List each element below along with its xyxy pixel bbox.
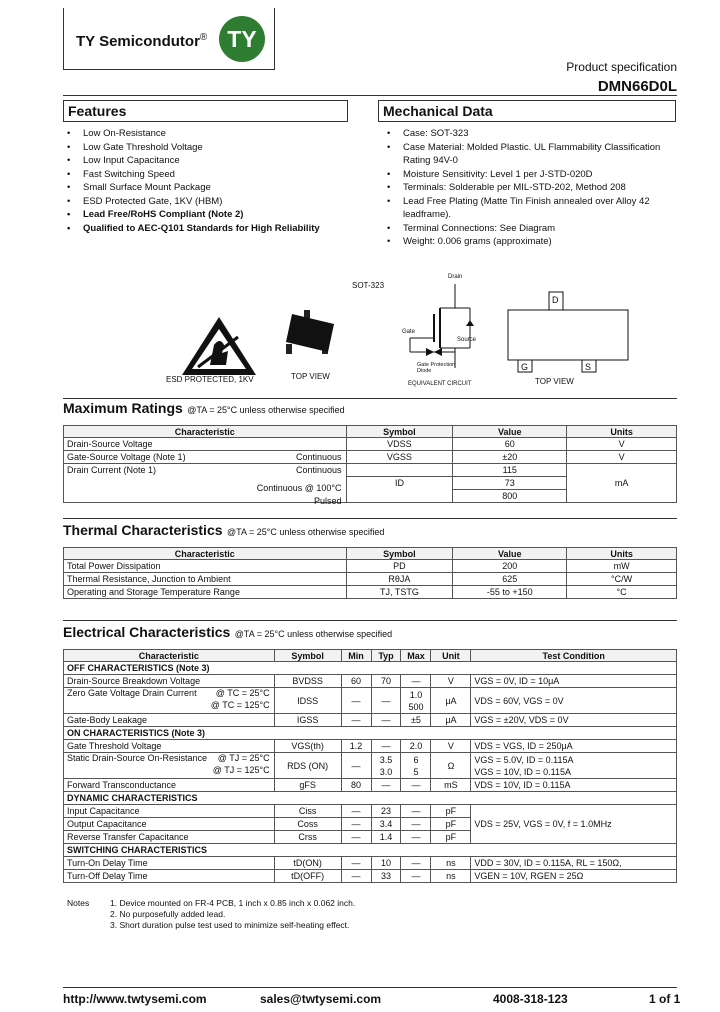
list-item: • Low Gate Threshold Voltage [63,141,353,155]
table-row: Zero Gate Voltage Drain Current @ TC = 25°C @ TC = 125°C IDSS — — 1.0 500 μA VDS = 60V, VGS = 0V [64,688,677,714]
features-list [63,127,353,235]
features-title-box [63,100,348,122]
col-value: Value [453,426,567,438]
note-item: 1. Device mounted on FR-4 PCB, 1 inch x 0.85 inch x 0.062 inch. [110,898,356,908]
table-row: Pulsed 800 [64,490,677,503]
electrical-top-rule [63,620,677,621]
table-row: Gate-Body Leakage IGSS — — ±5 μA VGS = ±20V, VDS = 0V [64,714,677,727]
list-item: • Case Material: Molded Plastic. UL Flammability Classification Rating 94V-0 [383,141,673,168]
col-min: Min [341,650,371,662]
col-characteristic: Characteristic [64,650,275,662]
table-row: Total Power Dissipation PD 200 mW [64,560,677,573]
mechanical-list [383,127,673,249]
brand-name: TY Semicondutor® [76,32,208,50]
max-ratings-heading [63,400,345,418]
footer-phone: 4008-318-123 [493,992,568,1006]
mechanical-title-box [378,100,676,122]
on-characteristics-heading: ON CHARACTERISTICS (Note 3) [64,727,677,740]
footer-page-number: 1 of 1 [649,992,681,1006]
table-row: Input Capacitance Ciss — 23 — pF VDS = 25V, VGS = 0V, f = 1.0MHz [64,805,677,818]
mechanical-title: Mechanical Data [383,103,493,119]
doc-type: Product specification [566,60,677,74]
pin-d-label: D [552,295,559,305]
footer-email-link[interactable]: sales@twtysemi.com [260,992,382,1006]
table-row: Drain-Source Breakdown Voltage BVDSS 60 70 — V VGS = 0V, ID = 10μA [64,675,677,688]
list-item: • Fast Switching Speed [63,168,353,182]
header-divider [63,95,677,96]
table-row: Drain-Source Voltage VDSS 60 V [64,438,677,451]
table-row: Reverse Transfer Capacitance Crss — 1.4 — pF [64,831,677,844]
package-name: SOT-323 [352,281,385,290]
footer-divider [63,987,677,988]
part-number: DMN66D0L [597,78,677,95]
gate-label: Gate [402,329,416,335]
col-typ: Typ [371,650,401,662]
table-row: Turn-On Delay Time tD(ON) — 10 — ns VDD = 30V, ID = 0.115A, RL = 150Ω, [64,857,677,870]
esd-label: ESD PROTECTED, 1KV [166,375,254,384]
list-item: • Case: SOT-323 [383,127,673,141]
list-item: • Low Input Capacitance [63,154,353,168]
table-row: Continuous @ 100°C ID 73 mA [64,477,677,490]
max-ratings-title: Maximum Ratings [63,400,183,416]
list-item: • Terminal Connections: See Diagram [383,222,673,236]
max-ratings-table [63,425,677,506]
table-row: Drain Current (Note 1) Continuous 115 [64,464,677,477]
thermal-title: Thermal Characteristics [63,522,223,538]
col-characteristic: Characteristic [64,426,347,438]
table-row: Static Drain-Source On-Resistance @ TJ = 25°C @ TJ = 125°C RDS (ON) — 3.5 3.0 6 5 Ω VGS = 5.0V, ID = 0.115A VGS = 10V, ID = 0.115A [64,753,677,779]
list-item: • Qualified to AEC-Q101 Standards for High Reliability [63,222,353,236]
off-characteristics-heading: OFF CHARACTERISTICS (Note 3) [64,662,677,675]
table-row: Thermal Resistance, Junction to Ambient RθJA 625 °C/W [64,573,677,586]
max-ratings-top-rule [63,398,677,399]
table-row: Gate Threshold Voltage VGS(th) 1.2 — 2.0 V VDS = VGS, ID = 250μA [64,740,677,753]
thermal-heading [63,522,384,540]
col-symbol: Symbol [346,426,453,438]
pin-g-label: G [521,362,529,372]
equivalent-circuit-label: EQUIVALENT CIRCUIT [408,381,472,387]
electrical-condition: @TA = 25°C unless otherwise specified [234,629,393,639]
col-symbol: Symbol [346,548,453,560]
list-item: • Small Surface Mount Package [63,181,353,195]
list-item: • Lead Free Plating (Matte Tin Finish annealed over Alloy 42 leadframe). [383,195,673,222]
table-row: Turn-Off Delay Time tD(OFF) — 33 — ns VGEN = 10V, RGEN = 25Ω [64,870,677,883]
list-item: • Lead Free/RoHS Compliant (Note 2) [63,208,353,222]
table-row: Operating and Storage Temperature Range TJ, TSTG -55 to +150 °C [64,586,677,599]
pinout-top-view-label: TOP VIEW [535,377,574,386]
pin-s-label: S [585,362,592,372]
col-symbol: Symbol [274,650,341,662]
source-label: Source [457,337,477,343]
footer-url-link[interactable]: http://www.twtysemi.com [63,992,207,1006]
top-view-label: TOP VIEW [291,372,330,381]
note-item: 2. No purposefully added lead. [110,909,226,919]
thermal-table [63,547,677,599]
col-characteristic: Characteristic [64,548,347,560]
col-max: Max [401,650,431,662]
list-item: • Low On-Resistance [63,127,353,141]
col-value: Value [453,548,567,560]
thermal-condition: @TA = 25°C unless otherwise specified [226,527,385,537]
table-row: Gate-Source Voltage (Note 1) Continuous VGSS ±20 V [64,451,677,464]
notes-label: Notes [67,898,90,908]
dynamic-characteristics-heading: DYNAMIC CHARACTERISTICS [64,792,677,805]
table-row: Forward Transconductance gFS 80 — — mS VDS = 10V, ID = 0.115A [64,779,677,792]
electrical-table [63,649,677,883]
electrical-heading [63,624,392,642]
list-item: • Weight: 0.006 grams (approximate) [383,235,673,249]
note-item: 3. Short duration pulse test used to minimize self-heating effect. [110,920,350,930]
col-unit: Unit [431,650,471,662]
ty-logo: TY [219,16,265,62]
table-row: Output Capacitance Coss — 3.4 — pF [64,818,677,831]
col-test-condition: Test Condition [471,650,677,662]
drain-label: Drain [448,274,463,280]
thermal-top-rule [63,518,677,519]
electrical-title: Electrical Characteristics [63,624,231,640]
gate-protection-label: Gate Protection Diode [417,362,456,374]
col-units: Units [567,426,677,438]
notes-list [110,898,590,931]
switching-characteristics-heading: SWITCHING CHARACTERISTICS [64,844,677,857]
list-item: • Moisture Sensitivity: Level 1 per J-STD-020D [383,168,673,182]
list-item: • ESD Protected Gate, 1KV (HBM) [63,195,353,209]
features-title: Features [68,103,127,119]
max-ratings-condition: @TA = 25°C unless otherwise specified [187,405,345,415]
package-chip-icon [282,308,342,360]
col-units: Units [567,548,677,560]
list-item: • Terminals: Solderable per MIL-STD-202, Method 208 [383,181,673,195]
